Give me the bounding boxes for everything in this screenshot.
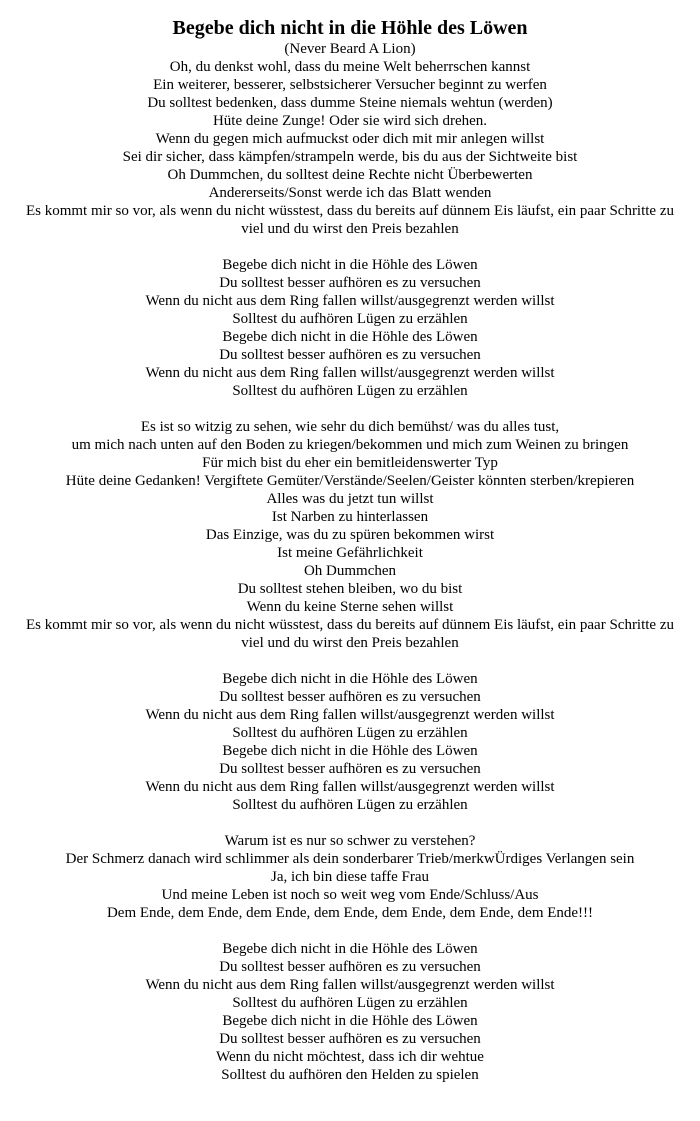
lyric-line: Ja, ich bin diese taffe Frau	[270, 869, 429, 885]
lyric-line: Begebe dich nicht in die Höhle des Löwen	[222, 329, 478, 345]
lyric-line: Begebe dich nicht in die Höhle des Löwen	[222, 257, 478, 273]
stanza-list	[0, 58, 700, 1084]
lyric-line: Du solltest besser aufhören es zu versuchen	[219, 275, 481, 291]
lyric-line: Ist meine Gefährlichkeit	[277, 545, 423, 561]
lyric-line: Wenn du gegen mich aufmuckst oder dich mit mir anlegen willst	[155, 131, 545, 147]
lyric-line: Du solltest bedenken, dass dumme Steine niemals wehtun (werden)	[147, 95, 553, 111]
stanza	[0, 670, 700, 814]
lyric-line: Du solltest besser aufhören es zu versuchen	[219, 689, 481, 705]
lyric-line: Solltest du aufhören Lügen zu erzählen	[232, 797, 468, 813]
lyric-line: Ist Narben zu hinterlassen	[271, 509, 429, 525]
lyric-line: Begebe dich nicht in die Höhle des Löwen	[222, 1013, 478, 1029]
document-title: Begebe dich nicht in die Höhle des Löwen	[172, 17, 528, 39]
stanza	[0, 58, 700, 238]
stanza	[0, 832, 700, 922]
lyric-line: Du solltest besser aufhören es zu versuchen	[219, 1031, 481, 1047]
lyric-line: Oh Dummchen, du solltest deine Rechte nicht Überbewerten	[167, 167, 533, 183]
lyric-line: Andererseits/Sonst werde ich das Blatt wenden	[208, 185, 492, 201]
lyric-line: Es kommt mir so vor, als wenn du nicht wüsstest, dass du bereits auf dünnem Eis läufst, ein paar Schritte zu viel und du wirst den Preis bezahlen	[25, 617, 675, 651]
lyrics-document	[0, 16, 700, 1102]
lyric-line: Wenn du nicht aus dem Ring fallen willst/ausgegrenzt werden willst	[145, 707, 555, 723]
lyric-line: Es ist so witzig zu sehen, wie sehr du dich bemühst/ was du alles tust,	[140, 419, 560, 435]
lyric-line: Du solltest besser aufhören es zu versuchen	[219, 761, 481, 777]
lyric-line: Sei dir sicher, dass kämpfen/strampeln werde, bis du aus der Sichtweite bist	[122, 149, 578, 165]
stanza	[0, 940, 700, 1084]
lyric-line: Begebe dich nicht in die Höhle des Löwen	[222, 671, 478, 687]
lyric-line: Es kommt mir so vor, als wenn du nicht wüsstest, dass du bereits auf dünnem Eis läufst, ein paar Schritte zu viel und du wirst den Preis bezahlen	[25, 203, 675, 237]
lyric-line: Der Schmerz danach wird schlimmer als dein sonderbarer Trieb/merkwÜrdiges Verlangen sein	[65, 851, 635, 867]
lyric-line: Für mich bist du eher ein bemitleidenswerter Typ	[202, 455, 498, 471]
lyric-line: Oh Dummchen	[303, 563, 397, 579]
lyric-line: Solltest du aufhören den Helden zu spielen	[221, 1067, 479, 1083]
lyric-line: Wenn du nicht aus dem Ring fallen willst/ausgegrenzt werden willst	[145, 365, 555, 381]
stanza	[0, 256, 700, 400]
lyric-line: Hüte deine Zunge! Oder sie wird sich drehen.	[212, 113, 488, 129]
lyric-line: Du solltest besser aufhören es zu versuchen	[219, 959, 481, 975]
lyric-line: Hüte deine Gedanken! Vergiftete Gemüter/Verstände/Seelen/Geister könnten sterben/krepieren	[65, 473, 635, 489]
lyric-line: Solltest du aufhören Lügen zu erzählen	[232, 725, 468, 741]
lyric-line: Dem Ende, dem Ende, dem Ende, dem Ende, dem Ende, dem Ende, dem Ende!!!	[106, 905, 594, 921]
lyric-line: Solltest du aufhören Lügen zu erzählen	[232, 995, 468, 1011]
lyric-line: Wenn du nicht möchtest, dass ich dir wehtue	[216, 1049, 484, 1065]
lyric-line: Warum ist es nur so schwer zu verstehen?	[224, 833, 476, 849]
lyric-line: Du solltest besser aufhören es zu versuchen	[219, 347, 481, 363]
lyric-line: Ein weiterer, besserer, selbstsicherer Versucher beginnt zu werfen	[153, 77, 547, 93]
lyric-line: Begebe dich nicht in die Höhle des Löwen	[222, 743, 478, 759]
lyric-line: um mich nach unten auf den Boden zu kriegen/bekommen und mich zum Weinen zu bringen	[71, 437, 629, 453]
lyric-line: Du solltest stehen bleiben, wo du bist	[237, 581, 463, 597]
lyric-line: Solltest du aufhören Lügen zu erzählen	[232, 383, 468, 399]
stanza	[0, 418, 700, 652]
lyric-line: Das Einzige, was du zu spüren bekommen wirst	[205, 527, 495, 543]
document-subtitle: (Never Beard A Lion)	[284, 41, 416, 57]
lyric-line: Begebe dich nicht in die Höhle des Löwen	[222, 941, 478, 957]
lyric-line: Wenn du nicht aus dem Ring fallen willst/ausgegrenzt werden willst	[145, 293, 555, 309]
lyric-line: Wenn du keine Sterne sehen willst	[246, 599, 454, 615]
lyric-line: Alles was du jetzt tun willst	[266, 491, 434, 507]
lyric-line: Wenn du nicht aus dem Ring fallen willst/ausgegrenzt werden willst	[145, 977, 555, 993]
lyric-line: Und meine Leben ist noch so weit weg vom Ende/Schluss/Aus	[161, 887, 539, 903]
lyric-line: Wenn du nicht aus dem Ring fallen willst/ausgegrenzt werden willst	[145, 779, 555, 795]
lyric-line: Solltest du aufhören Lügen zu erzählen	[232, 311, 468, 327]
lyric-line: Oh, du denkst wohl, dass du meine Welt beherrschen kannst	[169, 59, 531, 75]
